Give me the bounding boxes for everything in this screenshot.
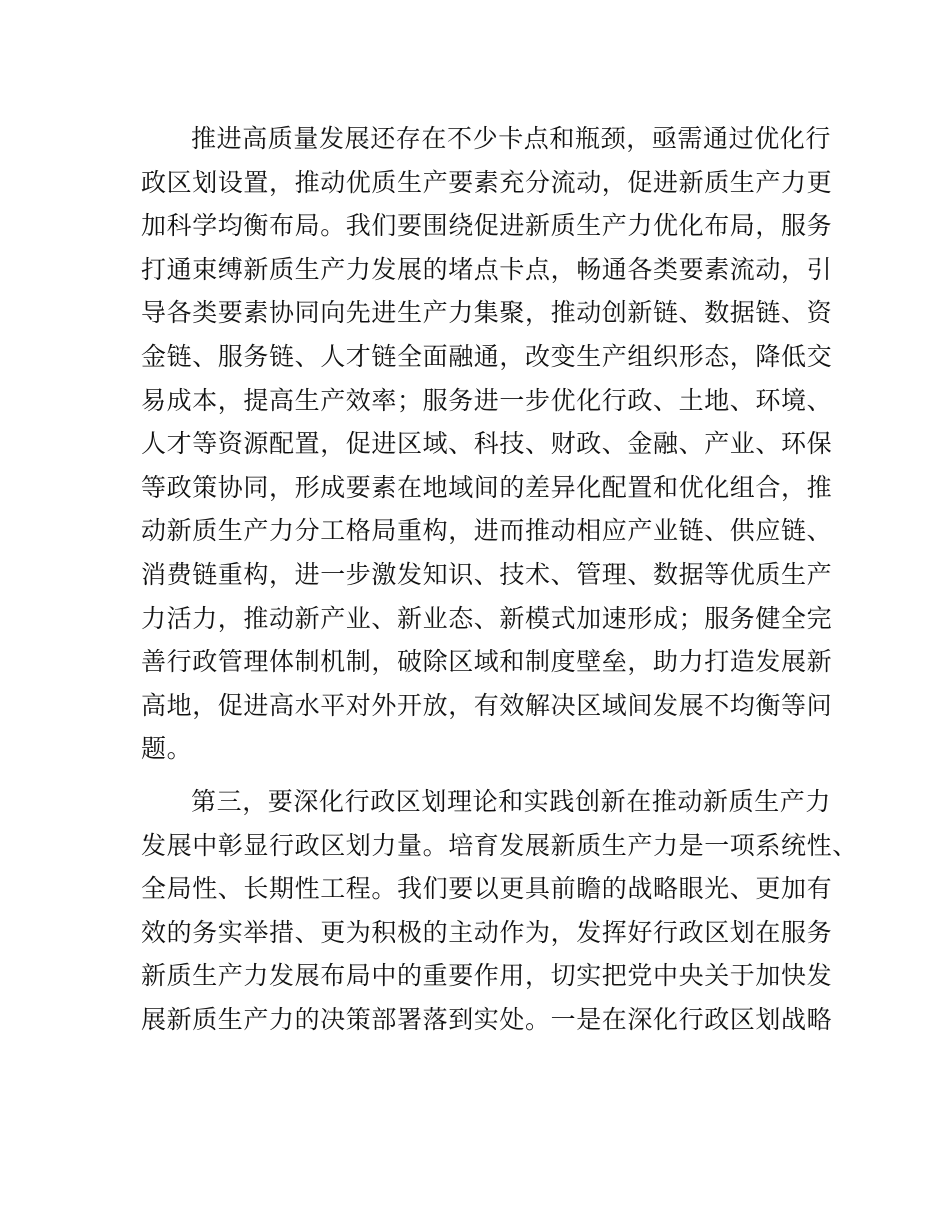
paragraph-line: 发展中彰显行政区划力量。培育发展新质生产力是一项系统性、 (141, 830, 858, 860)
paragraph-line: 人才等资源配置，促进区域、科技、财政、金融、产业、环保 (141, 429, 833, 459)
paragraph-line: 全局性、长期性工程。我们要以更具前瞻的战略眼光、更加有 (141, 874, 833, 904)
paragraph-line: 第三，要深化行政区划理论和实践创新在推动新质生产力 (191, 787, 832, 816)
paragraph-line: 加科学均衡布局。我们要围绕促进新质生产力优化布局，服务 (141, 211, 833, 241)
paragraph-line: 新质生产力发展布局中的重要作用，切实把党中央关于加快发 (141, 961, 833, 991)
paragraph-line: 题。 (141, 734, 193, 764)
paragraph-line: 政区划设置，推动优质生产要素充分流动，促进新质生产力更 (141, 167, 833, 197)
paragraph-line: 消费链重构，进一步激发知识、技术、管理、数据等优质生产 (141, 559, 833, 589)
paragraph-line: 打通束缚新质生产力发展的堵点卡点，畅通各类要素流动，引 (141, 254, 833, 284)
paragraph-line: 易成本，提高生产效率；服务进一步优化行政、土地、环境、 (141, 385, 833, 415)
paragraph-line: 动新质生产力分工格局重构，进而推动相应产业链、供应链、 (141, 516, 833, 546)
paragraph-line: 等政策协同，形成要素在地域间的差异化配置和优化组合，推 (141, 472, 833, 502)
paragraph-line: 效的务实举措、更为积极的主动作为，发挥好行政区划在服务 (141, 917, 833, 947)
paragraph-line: 高地，促进高水平对外开放，有效解决区域间发展不均衡等问 (141, 690, 833, 720)
paragraph-line: 导各类要素协同向先进生产力集聚，推动创新链、数据链、资 (141, 298, 833, 328)
paragraph-line: 推进高质量发展还存在不少卡点和瓶颈，亟需通过优化行 (191, 124, 832, 153)
paragraph-line: 金链、服务链、人才链全面融通，改变生产组织形态，降低交 (141, 341, 833, 371)
paragraph-1 (141, 117, 833, 771)
paragraph-line: 力活力，推动新产业、新业态、新模式加速形成；服务健全完 (141, 603, 833, 633)
paragraph-2 (141, 780, 858, 1042)
paragraph-line: 展新质生产力的决策部署落到实处。一是在深化行政区划战略 (141, 1004, 833, 1034)
paragraph-line: 善行政管理体制机制，破除区域和制度壁垒，助力打造发展新 (141, 647, 833, 677)
